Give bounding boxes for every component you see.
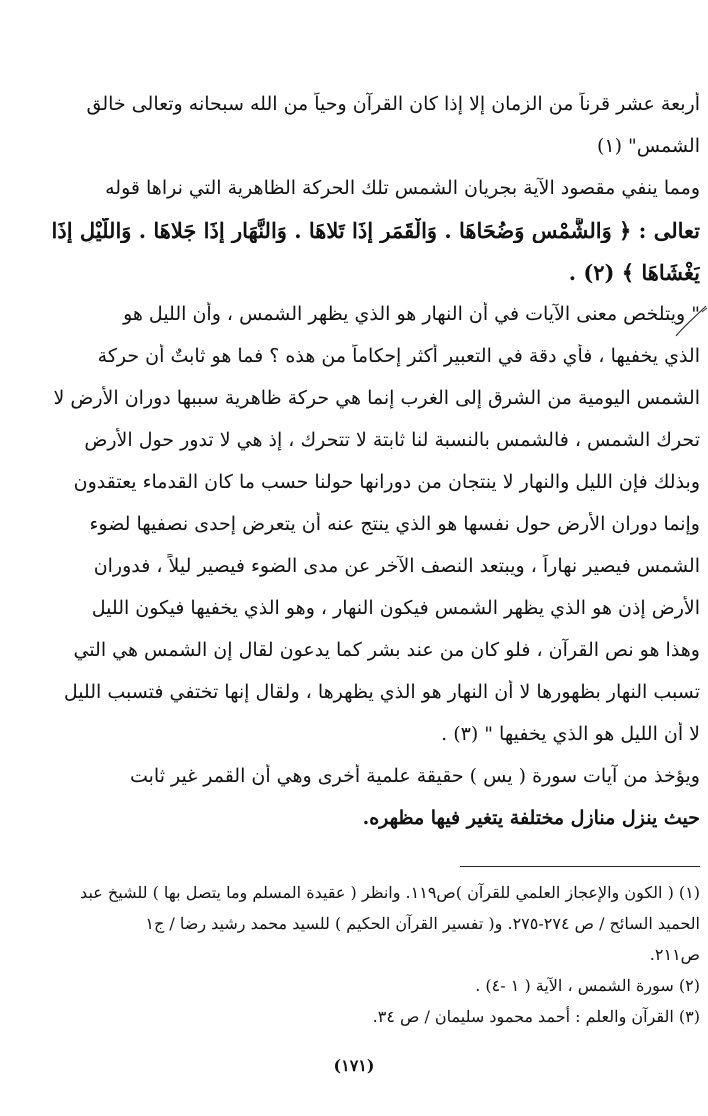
quran-verse-line: يَغْشَاهَا ﴾ (٢) . bbox=[568, 260, 700, 285]
text-line: حيث ينزل منازل مختلفة يتغير فيها مظهره. bbox=[362, 807, 700, 829]
footnotes bbox=[0, 882, 700, 1037]
text-line: وإنما دوران الأرض حول نفسها هو الذي ينتج عنه أن يتعرض إحدى نصفيها لضوء bbox=[89, 513, 700, 535]
text-line: تسبب النهار بظهورها لا أن النهار هو الذي يظهرها ، ولقال إنها تختفي فتسبب الليل bbox=[63, 681, 700, 703]
text-line: الذي يخفيها ، فأي دقة في التعبير أكثر إحكاماً من هذه ؟ فما هو ثابتٌ أن حركة bbox=[97, 345, 700, 367]
text-line: ويؤخذ من آيات سورة ( يس ) حقيقة علمية أخرى وهي أن القمر غير ثابت bbox=[129, 765, 700, 787]
text-line: أربعة عشر قرناً من الزمان إلا إذا كان القرآن وحياً من الله سبحانه وتعالى خالق bbox=[86, 93, 700, 115]
page-number: (١٧١) bbox=[333, 1056, 375, 1075]
footnote-line: (١) ( الكون والإعجاز العلمي للقرآن )ص١١٩. وانظر ( عقيدة المسلم وما يتصل بها ) للشيخ عبد bbox=[80, 883, 700, 902]
footnote-line: ص٢١١. bbox=[649, 945, 700, 964]
text-line: " ويتلخص معنى الآيات في أن النهار هو الذي يظهر الشمس ، وأن الليل هو bbox=[123, 303, 700, 325]
text-line: الشمس اليومية من الشرق إلى الغرب إنما هي حركة ظاهرية سببها دوران الأرض لا bbox=[53, 387, 700, 409]
text-line: وهذا هو نص القرآن ، فلو كان من عند بشر كما يدعون لقال إن الشمس هي التي bbox=[73, 639, 700, 661]
text-line: تحرك الشمس ، فالشمس بالنسبة لنا ثابتة لا تتحرك ، إذ هي لا تدور حول الأرض bbox=[84, 429, 700, 451]
text-line: ومما ينفي مقصود الآية بجريان الشمس تلك الحركة الظاهرية التي نراها قوله bbox=[105, 177, 700, 199]
footnote-separator bbox=[460, 866, 700, 867]
footnote-line: (٢) سورة الشمس ، الآية ( ١ -٤) . bbox=[475, 976, 700, 995]
margin-pen-mark bbox=[674, 300, 708, 340]
text-line: وبذلك فإن الليل والنهار لا ينتجان من دورانها حولنا حسب ما كان القدماء يعتقدون bbox=[73, 471, 700, 493]
main-text bbox=[0, 92, 700, 848]
text-line: لا أن الليل هو الذي يخفيها " (٣) . bbox=[441, 723, 700, 745]
text-line: الشمس" (١) bbox=[596, 135, 700, 157]
text-line: الشمس فيصير نهاراً ، ويبتعد النصف الآخر عن مدى الضوء فيصير ليلاً ، فدوران bbox=[93, 555, 700, 577]
footnote-line: (٣) القرآن والعلم : أحمد محمود سليمان / ص ٣٤. bbox=[372, 1007, 700, 1026]
text-line: الأرض إذن هو الذي يظهر الشمس فيكون النهار ، وهو الذي يخفيها فيكون الليل bbox=[91, 597, 700, 619]
footnote-line: الحميد السائح / ص ٢٧٤-٢٧٥. و( تفسير القرآن الحكيم ) للسيد محمد رشيد رضا / ج١ bbox=[145, 914, 700, 933]
quran-verse-line: تعالى : ﴿ وَالشَّمْسِ وَضُحَاهَا . وَالْقَمَرِ إِذَا تَلاهَا . وَالنَّهَارِ إِذَا جَلاهَا . وَاللَّيْلِ إِذَا bbox=[51, 218, 700, 243]
